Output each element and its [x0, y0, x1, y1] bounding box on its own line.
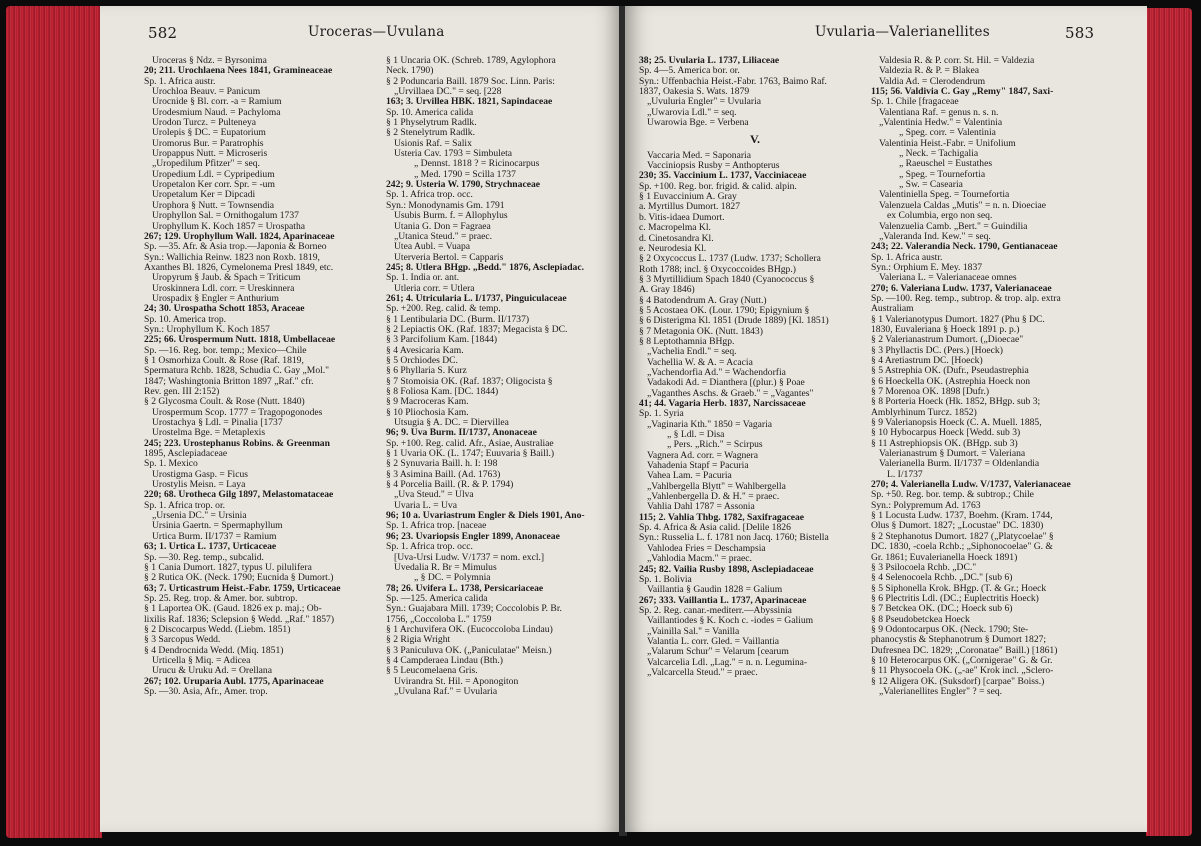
- entry-line: „Utanica Steud." = praec.: [394, 231, 493, 242]
- entry-line: Valeriana L. = Valerianaceae omnes: [879, 273, 1017, 284]
- entry-line: 24; 30. Urospatha Schott 1853, Araceae: [144, 304, 305, 315]
- entry-line: Sp. +200. Reg. calid. & temp.: [386, 304, 501, 315]
- entry-line: Vaccaria Med. = Saponaria: [647, 150, 751, 161]
- entry-line: Amblyrhinum Turcz. 1852): [871, 407, 977, 418]
- entry-line: Valerianastrum § Dumort. = Valeriana: [879, 449, 1026, 460]
- entry-line: Valantia L. corr. Gled. = Vaillantia: [647, 636, 780, 647]
- entry-line: § 1 Archuvifera OK. (Eucoccoloba Lindau): [386, 624, 553, 635]
- entry-line: Sp. 10. America calida: [386, 107, 474, 118]
- entry-line: phanocystis & Stephanotrum § Dumort 1827;: [871, 635, 1047, 646]
- entry-line: Sp. 4. Africa & Asia calid. [Delile 1826: [639, 523, 791, 534]
- entry-line: 245; 8. Utlera BHgp. „Bedd." 1876, Asclepiadac.: [386, 262, 585, 273]
- entry-line: Sp. 1. Mexico: [144, 459, 198, 470]
- entry-line: § 2 Lepiactis OK. (Raf. 1837; Megacista § DC.: [386, 324, 568, 335]
- entry-line: Sp. —100. Reg. temp., subtrop. & trop. alp. extra: [871, 293, 1061, 304]
- entry-line: „ Raeuschel = Eustathes: [899, 159, 993, 170]
- entry-line: 242; 9. Usteria W. 1790, Strychnaceae: [386, 180, 541, 191]
- entry-line: § 3 Phyllactis DC. (Pers.) [Hoeck): [871, 345, 1003, 356]
- entry-line: „Vahlenbergella D. & H." = praec.: [647, 492, 780, 503]
- entry-line: b. Vitis-idaea Dumort.: [639, 212, 725, 223]
- entry-line: „ § Ldl. = Disa: [667, 430, 725, 441]
- entry-line: lixilis Raf. 1836; Sclepsion § Wedd. „Raf." 1857): [144, 614, 335, 625]
- entry-line: 230; 35. Vaccinium L. 1737, Vacciniaceae: [639, 171, 807, 182]
- entry-line: § 9 Valerianopsis Hoeck (C. A. Muell. 1885,: [871, 418, 1042, 429]
- entry-line: 115; 56. Valdivia C. Gay „Remy" 1847, Saxi-: [871, 87, 1054, 98]
- entry-line: Sp. +50. Reg. bor. temp. & subtrop.; Chile: [871, 490, 1034, 501]
- entry-line: § 10 Hybocarpus Hoeck [Wedd. sub 3): [871, 428, 1021, 439]
- entry-line: § 1 Uncaria OK. (Schreb. 1789, Agylophora: [386, 56, 556, 66]
- left-column-1: [144, 56, 376, 697]
- entry-line: Sp. 1. Chile [fragaceae: [871, 97, 959, 108]
- entry-line: a. Myrtillus Dumort. 1827: [639, 202, 740, 213]
- entry-line: „ § DC. = Polymnia: [414, 573, 491, 584]
- entry-line: Sp. 10. America trop.: [144, 314, 227, 325]
- entry-line: 41; 44. Vagaria Herb. 1837, Narcissaceae: [639, 399, 806, 409]
- entry-line: § 2 Rigia Wright: [386, 635, 451, 646]
- entry-line: Urticella § Miq. = Adicea: [152, 655, 251, 666]
- entry-line: Usubis Burm. f. = Allophylus: [394, 211, 508, 222]
- entry-line: 1837, Oakesia S. Wats. 1879: [639, 87, 750, 98]
- entry-line: 1756, „Coccoloba L." 1759: [386, 614, 492, 625]
- entry-line: 1847; Washingtonia Britton 1897 „Raf." cfr.: [144, 376, 314, 387]
- entry-line: § 11 Astrephiopsis OK. (BHgp. sub 3): [871, 438, 1018, 449]
- entry-line: § 11 Physocoela OK. („-ae" Krok incl. „Sclero-: [871, 666, 1054, 677]
- entry-line: Uroceras § Ndz. = Byrsonima: [152, 56, 267, 66]
- entry-line: § 9 Macroceras Kam.: [386, 397, 469, 408]
- entry-line: § 10 Pliochosia Kam.: [386, 407, 469, 418]
- entry-line: § 1 Cania Dumort. 1827, typus U. pilulifera: [144, 562, 312, 573]
- entry-line: § 5 Astrephia OK. (Dufr., Pseudastrephia: [871, 366, 1029, 377]
- entry-line: § 7 Metagonia OK. (Nutt. 1843): [639, 326, 763, 337]
- entry-line: Sp. 1. Africa austr.: [871, 252, 943, 263]
- entry-line: Uwarowia Bge. = Verbena: [647, 118, 749, 129]
- entry-line: „ Neck. = Tachigalia: [899, 149, 979, 160]
- entry-line: § 3 Asimina Baill. (Ad. 1763): [386, 469, 501, 480]
- entry-line: Urolepis § DC. = Eupatorium: [152, 128, 266, 139]
- entry-line: § 5 Leucomelaena Gris.: [386, 666, 478, 677]
- entry-line: § 3 Paniculuva OK. („Paniculatae" Meisn.): [386, 645, 552, 656]
- entry-line: Utleria corr. = Utlera: [394, 283, 475, 294]
- entry-line: Uropappus Nutt. = Microseris: [152, 149, 268, 160]
- entry-line: Syn.: Polypremum Ad. 1763: [871, 500, 981, 511]
- entry-line: § 1 Locusta Ludw. 1737, Boehm. (Kram. 1744,: [871, 511, 1053, 522]
- entry-line: Vaillantiodes § K. Koch c. -iodes = Galium: [647, 616, 814, 627]
- entry-line: Syn.: Russelia L. f. 1781 non Jacq. 1760; Bistella: [639, 533, 829, 544]
- entry-line: Australiam: [871, 304, 914, 315]
- entry-line: „Urvillaea DC." = seq. [228: [394, 87, 502, 98]
- entry-line: Sp. +100. Reg. calid. Afr., Asiae, Australiae: [386, 438, 554, 449]
- running-head-left: Uroceras—Uvulana: [308, 24, 445, 40]
- entry-line: 96; 23. Uvariopsis Engler 1899, Anonaceae: [386, 531, 560, 542]
- entry-line: 267; 102. Uruparia Aubl. 1775, Aparinaceae: [144, 676, 324, 687]
- entry-line: Sp. —30. Reg. temp., subcalid.: [144, 552, 264, 563]
- entry-line: Sp. 1. Africa trop. [naceae: [386, 521, 487, 532]
- entry-line: „Uvuluria Engler" = Uvularia: [647, 97, 762, 108]
- entry-line: Vaillantia § Gaudin 1828 = Galium: [647, 585, 783, 596]
- entry-line: „Uropedilum Pfitzer" = seq.: [152, 159, 260, 170]
- entry-line: Rev. gen. III 2:152): [144, 387, 220, 397]
- entry-line: Sp. 1. Africa trop. occ.: [386, 542, 473, 553]
- entry-line: „ Sw. = Casearia: [899, 180, 963, 191]
- entry-line: „Vahlodia Macm." = praec.: [647, 554, 752, 565]
- entry-line: Urodon Turcz. = Pulteneya: [152, 118, 257, 129]
- entry-line: Urophora § Nutt. = Townsendia: [152, 200, 275, 211]
- entry-line: § 8 Pseudobetckea Hoeck: [871, 614, 970, 625]
- entry-line: Valdia Ad. = Clerodendrum: [879, 76, 986, 87]
- entry-line: Vachellia W. & A. = Acacia: [647, 357, 753, 368]
- entry-line: 63; 7. Urticastrum Heist.-Fabr. 1759, Urticaceae: [144, 583, 341, 594]
- entry-line: V.: [749, 134, 761, 145]
- entry-line: Uropetalon Ker corr. Spr. = -um: [152, 180, 275, 191]
- entry-line: Vahadenia Stapf = Pacuria: [647, 461, 749, 472]
- entry-line: e. Neurodesia Kl.: [639, 243, 707, 254]
- entry-line: § 4 Batodendrum A. Gray (Nutt.): [639, 295, 767, 306]
- entry-line: Valcarcelia Ldl. „Lag." = n. n. Legumina-: [647, 657, 808, 668]
- entry-line: A. Gray 1846): [639, 285, 695, 296]
- entry-line: c. Macropelma Kl.: [639, 223, 711, 234]
- right-column-2: [871, 56, 1107, 697]
- entry-line: Urtica Burm. II/1737 = Ramium: [152, 531, 277, 542]
- entry-line: Vadakodi Ad. = Dianthera [(plur.) § Poae: [647, 378, 805, 389]
- entry-line: Spermatura Rchb. 1828, Schudia C. Gay „Mol.": [144, 366, 330, 377]
- entry-line: Uropyrum § Jaub. & Spach = Triticum: [152, 273, 301, 284]
- entry-line: „Uva Steud." = Ulva: [394, 490, 474, 501]
- entry-line: 1830, Euvaleriana § Hoeck 1891 p. p.): [871, 324, 1020, 335]
- entry-line: Urodesmium Naud. = Pachyloma: [152, 107, 281, 118]
- entry-line: „Valcarcella Steud." = praec.: [647, 667, 758, 678]
- entry-line: Olus § Dumort. 1827; „Locustae" DC. 1830): [871, 521, 1044, 532]
- entry-line: Vagnera Ad. corr. = Wagnera: [647, 450, 759, 461]
- entry-line: Sp. 25. Reg. trop. & Amer. bor. subtrop.: [144, 593, 298, 604]
- entry-line: § 2 Glycosma Coult. & Rose (Nutt. 1840): [144, 397, 305, 408]
- entry-line: Valentiana Raf. = genus n. s. n.: [879, 107, 999, 118]
- entry-line: 267; 333. Vaillantia L. 1737, Aparinaceae: [639, 595, 807, 606]
- entry-line: § 1 Osmorhiza Coult. & Rose (Raf. 1819,: [144, 355, 304, 366]
- entry-line: § 3 Parcifolium Kam. [1844): [386, 335, 498, 346]
- entry-line: Gr. 1861; Euvalerianella Hoeck 1891): [871, 552, 1018, 563]
- entry-line: „ Speg. corr. = Valentinia: [899, 128, 996, 139]
- entry-line: „ Pers. „Rich." = Scirpus: [667, 440, 763, 451]
- entry-line: Axanthes Bl. 1826, Cymelonema Presl 1849, etc.: [144, 262, 334, 273]
- entry-line: § 1 Valerianotypus Dumort. 1827 (Phu § DC.: [871, 314, 1045, 325]
- entry-line: Urucu & Uruku Ad. = Orellana: [152, 666, 272, 677]
- entry-line: Valdezia R. & P. = Blakea: [879, 66, 979, 77]
- entry-line: Sp. 2. Reg. canar.-mediterr.—Abyssinia: [639, 605, 792, 616]
- entry-line: Sp. +100. Reg. bor. frigid. & calid. alpin.: [639, 181, 797, 192]
- entry-line: Urostigma Gasp. = Ficus: [152, 469, 249, 480]
- entry-line: Syn.: Uffenbachia Heist.-Fabr. 1763, Baimo Raf.: [639, 76, 827, 87]
- entry-line: Uvedalia R. Br = Mimulus: [394, 562, 497, 573]
- entry-line: Neck. 1790): [386, 66, 434, 77]
- entry-line: § 6 Phyllaria S. Kurz: [386, 366, 467, 377]
- entry-line: § 1 Physelytrum Radlk.: [386, 118, 477, 129]
- page-number-left: 582: [148, 24, 178, 42]
- entry-line: § 3 Myrtillidium Spach 1840 (Cyanococcus §: [639, 274, 815, 285]
- entry-line: „Valeranda Ind. Kew." = seq.: [879, 231, 991, 242]
- entry-line: Sp. 1. Africa austr.: [144, 76, 216, 87]
- entry-line: 20; 211. Urochlaena Nees 1841, Gramineaceae: [144, 66, 333, 77]
- entry-line: § 4 Campderaea Lindau (Bth.): [386, 655, 503, 666]
- entry-line: § 12 Aligera OK. (Suksdorf) [carpae" Boiss.): [871, 676, 1045, 687]
- entry-line: Sp. 1. Bolivia: [639, 574, 692, 585]
- entry-line: Urostachya § Ldl. = Pinalia [1737: [152, 418, 283, 429]
- entry-line: § 4 Aretiastrum DC. [Hoeck): [871, 355, 983, 366]
- entry-line: § 7 Betckea OK. (DC.; Hoeck sub 6): [871, 604, 1013, 615]
- entry-line: 63; 1. Urtica L. 1737, Urticaceae: [144, 542, 277, 553]
- left-column-2: [386, 56, 616, 697]
- entry-line: Dufresnea DC. 1829; „Coronatae" Baill.) [1861): [871, 645, 1058, 656]
- entry-line: § 2 Valerianastrum Dumort. („Dioecae": [871, 335, 1024, 346]
- entry-line: Valenzuela Caldas „Mutis" = n. n. Dioeciae: [879, 200, 1047, 211]
- entry-line: Uroskinnera Ldl. corr. = Ureskinnera: [152, 283, 295, 294]
- entry-line: „Valarum Schur" = Velarum [cearum: [647, 647, 789, 658]
- entry-line: Syn.: Guajabara Mill. 1739; Coccolobis P. Br.: [386, 604, 562, 615]
- entry-line: Valentinia Heist.-Fabr. = Unifolium: [879, 138, 1016, 149]
- entry-line: Syn.: Wallichia Reinw. 1823 non Roxb. 1819,: [144, 252, 320, 263]
- entry-line: Urospermum Scop. 1777 = Tragopogonodes: [152, 407, 323, 418]
- entry-line: § 4 Porcelia Baill. (R. & P. 1794): [386, 480, 514, 491]
- entry-line: § 3 Psilocoela Rchb. „DC.": [871, 562, 977, 573]
- entry-line: 225; 66. Urospermum Nutt. 1818, Umbellaceae: [144, 335, 336, 346]
- entry-line: ex Columbia, ergo non seq.: [887, 211, 993, 222]
- entry-line: Uvirandra St. Hil. = Aponogiton: [394, 676, 519, 687]
- entry-line: Sp. 1. Africa trop. or.: [144, 500, 226, 511]
- entry-line: Sp. 1. Africa trop. occ.: [386, 190, 473, 201]
- entry-line: § 7 Morenoa OK. 1898 [Dufr.): [871, 387, 990, 397]
- entry-line: Uvaria L. = Uva: [394, 500, 457, 511]
- entry-line: „Vainilla Sal." = Vanilla: [647, 626, 740, 637]
- entry-line: § 8 Leptothamnia BHgp.: [639, 336, 735, 347]
- entry-line: „Vachelia Endl." = seq.: [647, 347, 737, 358]
- entry-line: § 8 Foliosa Kam. [DC. 1844): [386, 387, 499, 397]
- entry-line: 96; 9. Uva Burm. II/1737, Anonaceae: [386, 428, 537, 439]
- entry-line: § 6 Hoeckella OK. (Astrephia Hoeck non: [871, 376, 1031, 387]
- entry-line: Urocnide § Bl. corr. -a = Ramium: [152, 97, 282, 108]
- entry-line: 220; 68. Urotheca Gilg 1897, Melastomataceae: [144, 490, 334, 501]
- running-head-right: Uvularia—Valerianellites: [815, 24, 990, 40]
- entry-line: „Uwarovia Ldl." = seq.: [647, 107, 737, 118]
- entry-line: Uropetalum Ker = Dipcadi: [152, 190, 256, 201]
- entry-line: § 7 Stomoisia OK. (Raf. 1837; Oligocista §: [386, 376, 553, 387]
- entry-line: Syn.: Monodynamis Gm. 1791: [386, 200, 505, 211]
- entry-line: „Vaganthes Aschs. & Graeb." = „Vagantes": [647, 388, 814, 399]
- entry-line: 270; 6. Valeriana Ludw. 1737, Valerianaceae: [871, 283, 1052, 294]
- entry-line: § 2 Synuvaria Baill. h. I: 198: [386, 459, 498, 470]
- entry-line: § 2 Stenelytrum Radlk.: [386, 128, 475, 139]
- entry-line: Sp. 1. Syria: [639, 409, 684, 420]
- entry-line: Valentiniella Speg. = Tournefortia: [879, 190, 1010, 201]
- entry-line: Vahlia Dahl 1787 = Assonia: [647, 502, 755, 513]
- entry-line: DC. 1830, -coela Rchb.; „Siphonocoelae" G. &: [871, 542, 1053, 553]
- entry-line: § 2 Poduncaria Baill. 1879 Soc. Linn. Paris:: [386, 76, 555, 87]
- entry-line: Urophyllum K. Koch 1857 = Urospatha: [152, 221, 306, 232]
- entry-line: „Vachendorfia Ad." = Wachendorfia: [647, 367, 786, 378]
- entry-line: Uromorus Bur. = Paratrophis: [152, 138, 264, 149]
- entry-line: 115; 2. Vahlia Thbg. 1782, Saxifragaceae: [639, 512, 805, 523]
- entry-line: Urostylis Meisn. = Laya: [152, 480, 246, 491]
- entry-line: Ursinia Gaertn. = Spermaphyllum: [152, 521, 283, 532]
- entry-line: „ Dennst. 1818 ? = Ricinocarpus: [414, 159, 540, 170]
- entry-line: Uterveria Bertol. = Capparis: [394, 252, 504, 263]
- entry-line: § 1 Laportea OK. (Gaud. 1826 ex p. maj.; Ob-: [144, 604, 322, 615]
- entry-line: § 9 Odontocarpus OK. (Neck. 1790; Ste-: [871, 624, 1029, 635]
- entry-line: § 4 Selenocoela Rchb. „DC." [sub 6): [871, 573, 1013, 584]
- entry-line: Urostelma Bge. = Metaplexis: [152, 428, 266, 439]
- entry-line: § 4 Dendrocnida Wedd. (Miq. 1851): [144, 645, 284, 656]
- entry-line: Utsugia § A. DC. = Diervillea: [394, 418, 509, 429]
- entry-line: Syn.: Urophyllum K. Koch 1857: [144, 324, 270, 335]
- entry-line: § 1 Euvaccinium A. Gray: [639, 192, 737, 203]
- entry-line: 261; 4. Utricularia L. I/1737, Pinguiculaceae: [386, 293, 567, 304]
- entry-line: „ Med. 1790 = Scilla 1737: [414, 169, 516, 180]
- entry-line: [Uva-Ursi Ludw. V/1737 = nom. excl.]: [394, 552, 545, 563]
- entry-line: Vacciniopsis Rusby = Anthopterus: [647, 161, 780, 172]
- page-edges-right: [1146, 8, 1192, 836]
- entry-line: „Vahlbergella Blytt" = Wahlbergella: [647, 481, 786, 492]
- page-number-right: 583: [1065, 24, 1095, 42]
- entry-line: „Valentinia Hedw." = Valentinia: [879, 118, 1003, 129]
- entry-line: Sp. —30. Asia, Afr., Amer. trop.: [144, 686, 268, 697]
- entry-line: Sp. —16. Reg. bor. temp.; Mexico—Chile: [144, 345, 307, 356]
- entry-line: Valerianella Burm. II/1737 = Oldenlandia: [879, 459, 1040, 470]
- entry-line: Usteria Cav. 1793 = Simbuleta: [394, 149, 513, 160]
- entry-line: 1895, Asclepiadaceae: [144, 449, 228, 460]
- entry-line: „Valerianellites Engler" ? = seq.: [879, 686, 1003, 697]
- entry-line: Utania G. Don = Fagraea: [394, 221, 491, 232]
- entry-line: § 1 Lentibularia DC. (Burm. II/1737): [386, 314, 530, 325]
- entry-line: Roth 1788; incl. § Oxycoccoides BHgp.): [639, 264, 796, 275]
- entry-line: Vahlodea Fries = Deschampsia: [647, 543, 766, 554]
- entry-line: 78; 26. Uvifera L. 1738, Persicariaceae: [386, 583, 544, 594]
- entry-line: 163; 3. Urvillea HBK. 1821, Sapindaceae: [386, 97, 553, 108]
- entry-line: 243; 22. Valerandia Neck. 1790, Gentianaceae: [871, 242, 1058, 253]
- entry-line: Valdesia R. & P. corr. St. Hil. = Valdezia: [879, 56, 1035, 66]
- entry-line: § 5 Siphonella Krok. BHgp. (T. & Gr.; Hoeck: [871, 583, 1047, 594]
- entry-line: § 5 Acostaea OK. (Lour. 1790; Epigynium §: [639, 305, 810, 316]
- right-column-1: [639, 56, 871, 678]
- entry-line: § 5 Orchiodes DC.: [386, 355, 458, 366]
- entry-line: § 2 Discocarpus Wedd. (Liebm. 1851): [144, 624, 291, 635]
- entry-line: d. Cinetosandra Kl.: [639, 233, 714, 244]
- entry-line: 267; 129. Urophyllum Wall. 1824, Aparinaceae: [144, 231, 335, 242]
- entry-line: § 10 Heterocarpus OK. („Cornigerae" G. & Gr.: [871, 655, 1053, 666]
- entry-line: § 2 Stephanotus Dumort. 1827 („Platycoelae" §: [871, 531, 1054, 542]
- entry-line: 270; 4. Valerianella Ludw. V/1737, Valerianaceae: [871, 480, 1071, 491]
- entry-line: „ Speg. = Tournefortia: [899, 169, 986, 180]
- entry-line: Sp. —35. Afr. & Asia trop.—Japonia & Borneo: [144, 242, 327, 253]
- entry-line: Vahea Lam. = Pacuria: [647, 471, 732, 482]
- entry-line: Urospadix § Engler = Anthurium: [152, 293, 279, 304]
- right-page: [625, 6, 1147, 832]
- entry-line: § 4 Avesicaria Kam.: [386, 345, 464, 356]
- entry-line: Sp. —125. America calida: [386, 593, 488, 604]
- entry-line: § 3 Sarcopus Wedd.: [144, 635, 221, 646]
- entry-line: 245; 82. Vailia Rusby 1898, Asclepiadaceae: [639, 564, 814, 575]
- page-edges-left: [6, 6, 102, 838]
- entry-line: § 2 Rutica OK. (Neck. 1790; Eucnida § Dumort.): [144, 573, 334, 584]
- entry-line: Urochloa Beauv. = Panicum: [152, 87, 261, 98]
- entry-line: 96; 10 a. Uvariastrum Engler & Diels 1901, Ano-: [386, 511, 585, 522]
- entry-line: „Vaginaria Kth." 1850 = Vagaria: [647, 419, 773, 430]
- entry-line: L. I/1737: [887, 469, 923, 480]
- entry-line: Sp. 1. India or. ant.: [386, 273, 460, 284]
- entry-line: Usionis Raf. = Salix: [394, 138, 472, 149]
- entry-line: Sp. 4—5. America bor. or.: [639, 66, 740, 77]
- entry-line: 38; 25. Uvularia L. 1737, Liliaceae: [639, 56, 780, 66]
- entry-line: „Uvulana Raf." = Uvularia: [394, 686, 498, 697]
- entry-line: § 1 Uvaria OK. (L. 1747; Euuvaria § Baill.): [386, 449, 555, 460]
- entry-line: Syn.: Orphium E. Mey. 1837: [871, 262, 983, 273]
- entry-line: § 6 Plectritis Ldl. (DC.; Euplectritis Hoeck): [871, 593, 1039, 604]
- entry-line: § 8 Porteria Hoeck (Hk. 1852, BHgp. sub 3;: [871, 397, 1041, 408]
- entry-line: § 6 Disterigma Kl. 1851 (Drude 1889) [Kl. 1851): [639, 316, 829, 327]
- entry-line: § 2 Oxycoccus L. 1737 (Ludw. 1737; Schollera: [639, 254, 821, 265]
- entry-line: Utea Aubl. = Vuapa: [394, 242, 471, 253]
- left-page: [100, 6, 621, 832]
- entry-line: Urophyllon Sal. = Ornithogalum 1737: [152, 211, 299, 222]
- entry-line: „Ursenia DC." = Ursinia: [152, 511, 247, 522]
- entry-line: Valenzuelia Camb. „Bert." = Guindilia: [879, 221, 1028, 232]
- entry-line: 245; 223. Urostephanus Robins. & Greenman: [144, 438, 330, 449]
- entry-line: Uropedium Ldl. = Cypripedium: [152, 169, 275, 180]
